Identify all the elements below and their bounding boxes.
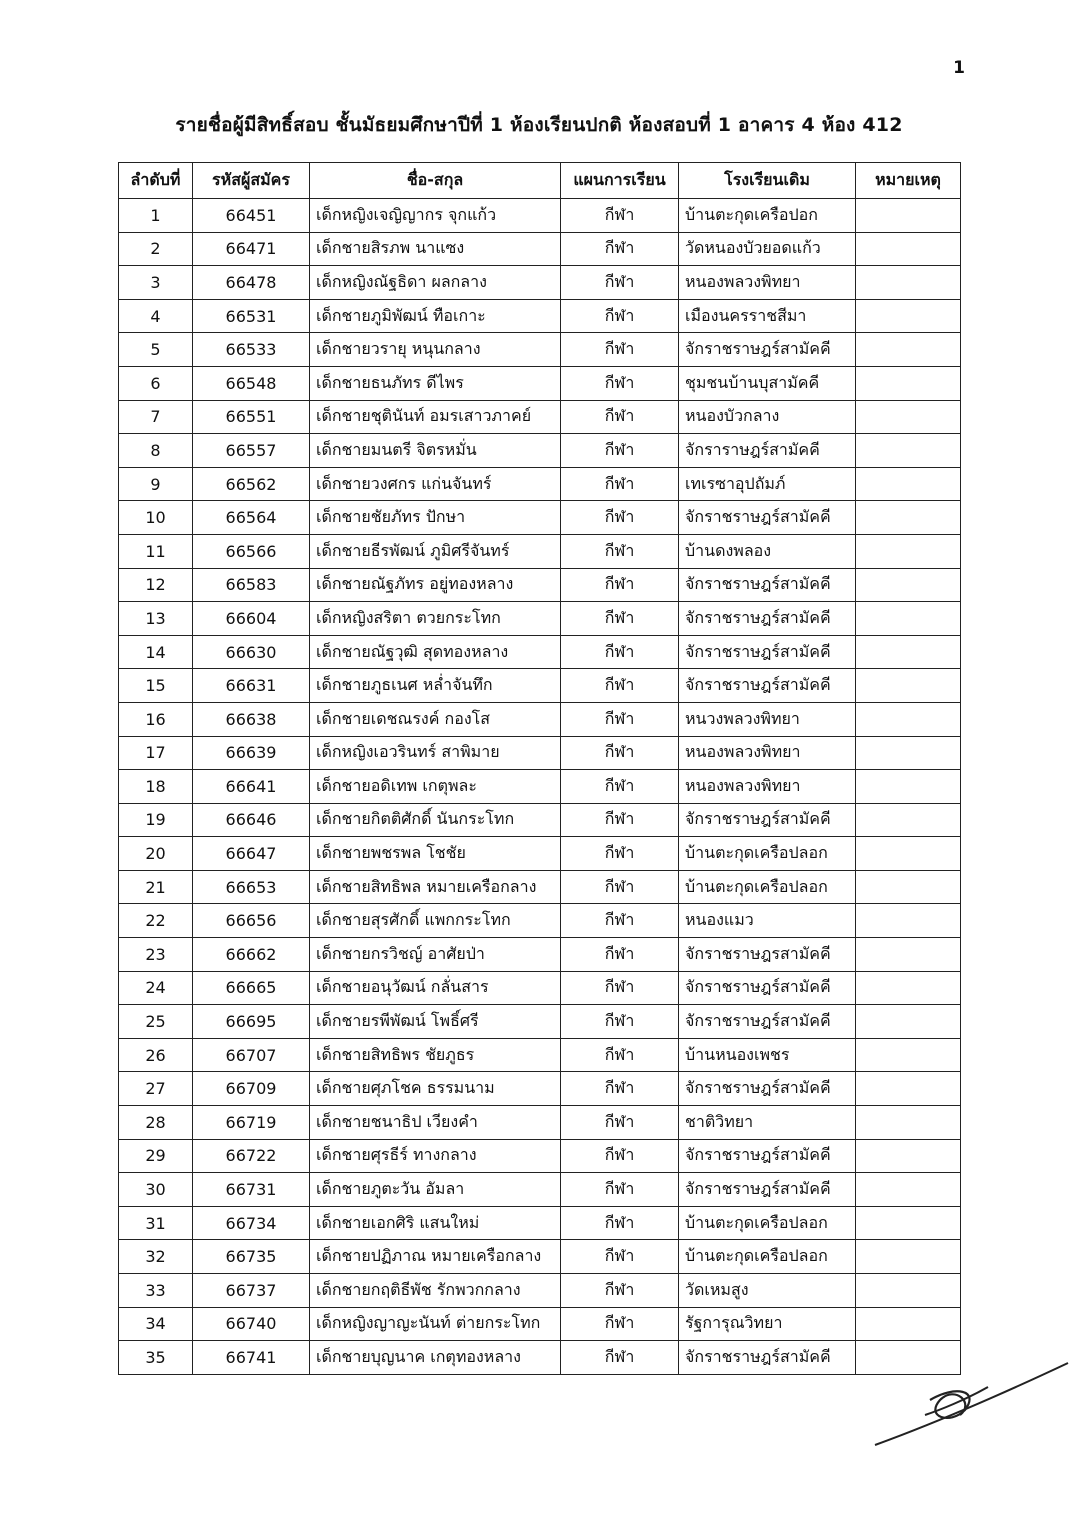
table-row <box>119 1240 961 1274</box>
cell-previous-school: รัฐการุณวิทยา <box>679 1307 856 1341</box>
cell-applicant-id: 66631 <box>193 669 310 703</box>
cell-remarks <box>856 1005 961 1039</box>
cell-previous-school: หนองแมว <box>679 904 856 938</box>
cell-study-plan: กีฬา <box>561 299 679 333</box>
cell-order: 7 <box>119 400 193 434</box>
cell-remarks <box>856 803 961 837</box>
cell-name: เด็กชายธีรพัฒน์ ภูมิศรีจันทร์ <box>310 534 561 568</box>
cell-remarks <box>856 669 961 703</box>
cell-name: เด็กชายเอกศิริ แสนใหม่ <box>310 1206 561 1240</box>
cell-remarks <box>856 602 961 636</box>
cell-remarks <box>856 1173 961 1207</box>
cell-order: 32 <box>119 1240 193 1274</box>
cell-applicant-id: 66583 <box>193 568 310 602</box>
cell-name: เด็กชายอดิเทพ เกตุพละ <box>310 770 561 804</box>
cell-applicant-id: 66564 <box>193 501 310 535</box>
table-row <box>119 434 961 468</box>
cell-order: 19 <box>119 803 193 837</box>
cell-remarks <box>856 1240 961 1274</box>
cell-name: เด็กหญิงเอวรินทร์ สาพิมาย <box>310 736 561 770</box>
cell-applicant-id: 66647 <box>193 837 310 871</box>
cell-order: 26 <box>119 1038 193 1072</box>
cell-previous-school: หนวงพลวงพิทยา <box>679 702 856 736</box>
cell-order: 8 <box>119 434 193 468</box>
cell-applicant-id: 66665 <box>193 971 310 1005</box>
cell-applicant-id: 66471 <box>193 232 310 266</box>
cell-name: เด็กชายอนุวัฒน์ กลั่นสาร <box>310 971 561 1005</box>
cell-order: 28 <box>119 1106 193 1140</box>
cell-applicant-id: 66722 <box>193 1139 310 1173</box>
cell-remarks <box>856 1307 961 1341</box>
cell-remarks <box>856 971 961 1005</box>
cell-name: เด็กชายศุภโชค ธรรมนาม <box>310 1072 561 1106</box>
cell-study-plan: กีฬา <box>561 1240 679 1274</box>
cell-remarks <box>856 467 961 501</box>
table-row <box>119 1106 961 1140</box>
cell-previous-school: จักราชราษฎร์สามัคคี <box>679 1139 856 1173</box>
table-row <box>119 232 961 266</box>
cell-applicant-id: 66604 <box>193 602 310 636</box>
table-row <box>119 534 961 568</box>
cell-order: 27 <box>119 1072 193 1106</box>
cell-study-plan: กีฬา <box>561 232 679 266</box>
cell-name: เด็กชายบุญนาค เกตุทองหลาง <box>310 1341 561 1375</box>
cell-study-plan: กีฬา <box>561 770 679 804</box>
cell-remarks <box>856 199 961 233</box>
cell-order: 1 <box>119 199 193 233</box>
signature-mark <box>870 1355 1070 1455</box>
cell-applicant-id: 66630 <box>193 635 310 669</box>
cell-previous-school: จักราชราษฎร์สามัคคี <box>679 1341 856 1375</box>
cell-name: เด็กชายกรวิชญ์ อาศัยป่า <box>310 938 561 972</box>
cell-name: เด็กชายสิรภพ นาแซง <box>310 232 561 266</box>
cell-name: เด็กชายวงศกร แก่นจันทร์ <box>310 467 561 501</box>
cell-name: เด็กหญิงณัฐธิดา ผลกลาง <box>310 266 561 300</box>
cell-previous-school: ชุมชนบ้านบุสามัคคี <box>679 366 856 400</box>
cell-order: 29 <box>119 1139 193 1173</box>
cell-study-plan: กีฬา <box>561 366 679 400</box>
cell-remarks <box>856 434 961 468</box>
cell-order: 12 <box>119 568 193 602</box>
cell-study-plan: กีฬา <box>561 938 679 972</box>
cell-study-plan: กีฬา <box>561 837 679 871</box>
cell-study-plan: กีฬา <box>561 602 679 636</box>
cell-previous-school: จักราชราษฎร์สามัคคี <box>679 1005 856 1039</box>
cell-name: เด็กหญิงสริตา ตวยกระโทก <box>310 602 561 636</box>
cell-applicant-id: 66557 <box>193 434 310 468</box>
cell-applicant-id: 66646 <box>193 803 310 837</box>
cell-study-plan: กีฬา <box>561 1173 679 1207</box>
cell-order: 20 <box>119 837 193 871</box>
cell-order: 13 <box>119 602 193 636</box>
cell-previous-school: บ้านตะกุดเครือปลอก <box>679 1206 856 1240</box>
column-header-name: ชื่อ-สกุล <box>310 163 561 199</box>
cell-order: 9 <box>119 467 193 501</box>
cell-previous-school: จักราชราษฎร์สามัคคี <box>679 602 856 636</box>
cell-name: เด็กชายกิตติศักดิ์ นันกระโทก <box>310 803 561 837</box>
table-row <box>119 400 961 434</box>
cell-order: 24 <box>119 971 193 1005</box>
cell-name: เด็กชายชนาธิป เวียงคำ <box>310 1106 561 1140</box>
table-row <box>119 568 961 602</box>
cell-study-plan: กีฬา <box>561 1139 679 1173</box>
table-row <box>119 1139 961 1173</box>
cell-remarks <box>856 333 961 367</box>
cell-order: 15 <box>119 669 193 703</box>
cell-previous-school: จักราชราษฎร์สามัคคี <box>679 333 856 367</box>
cell-order: 5 <box>119 333 193 367</box>
column-header-remarks: หมายเหตุ <box>856 163 961 199</box>
cell-remarks <box>856 534 961 568</box>
cell-previous-school: เมืองนครราชสีมา <box>679 299 856 333</box>
cell-remarks <box>856 568 961 602</box>
cell-applicant-id: 66656 <box>193 904 310 938</box>
cell-previous-school: จักราราษฎร์สามัคคี <box>679 434 856 468</box>
cell-study-plan: กีฬา <box>561 400 679 434</box>
cell-remarks <box>856 400 961 434</box>
table-row <box>119 803 961 837</box>
cell-previous-school: เทเรซาอุปถัมภ์ <box>679 467 856 501</box>
cell-applicant-id: 66719 <box>193 1106 310 1140</box>
cell-study-plan: กีฬา <box>561 803 679 837</box>
table-row <box>119 299 961 333</box>
cell-applicant-id: 66531 <box>193 299 310 333</box>
cell-applicant-id: 66562 <box>193 467 310 501</box>
cell-remarks <box>856 501 961 535</box>
cell-order: 4 <box>119 299 193 333</box>
cell-name: เด็กชายชัยภัทร ปักษา <box>310 501 561 535</box>
cell-previous-school: บ้านตะกุดเครือปอก <box>679 199 856 233</box>
cell-order: 25 <box>119 1005 193 1039</box>
table-row <box>119 1341 961 1375</box>
cell-applicant-id: 66478 <box>193 266 310 300</box>
table-row <box>119 635 961 669</box>
cell-study-plan: กีฬา <box>561 635 679 669</box>
cell-remarks <box>856 770 961 804</box>
cell-previous-school: บ้านดงพลอง <box>679 534 856 568</box>
cell-remarks <box>856 232 961 266</box>
cell-study-plan: กีฬา <box>561 736 679 770</box>
cell-applicant-id: 66707 <box>193 1038 310 1072</box>
cell-order: 35 <box>119 1341 193 1375</box>
table-row <box>119 1173 961 1207</box>
cell-study-plan: กีฬา <box>561 971 679 1005</box>
cell-applicant-id: 66551 <box>193 400 310 434</box>
cell-name: เด็กหญิงญาญะนันท์ ต่ายกระโทก <box>310 1307 561 1341</box>
cell-remarks <box>856 366 961 400</box>
cell-study-plan: กีฬา <box>561 568 679 602</box>
table-header-row <box>119 163 961 199</box>
cell-previous-school: จักราชราษฎร์สามัคคี <box>679 1072 856 1106</box>
cell-study-plan: กีฬา <box>561 904 679 938</box>
cell-study-plan: กีฬา <box>561 1005 679 1039</box>
cell-previous-school: จักราชราษฎร์สามัคคี <box>679 568 856 602</box>
cell-name: เด็กชายชุตินันท์ อมรเสาวภาคย์ <box>310 400 561 434</box>
cell-order: 34 <box>119 1307 193 1341</box>
table-body <box>119 199 961 1375</box>
cell-previous-school: จักราชราษฎรสามัคคี <box>679 938 856 972</box>
cell-remarks <box>856 1038 961 1072</box>
exam-roster-table <box>118 162 961 1375</box>
cell-name: เด็กหญิงเจญิญากร จุกแก้ว <box>310 199 561 233</box>
cell-previous-school: บ้านหนองเพชร <box>679 1038 856 1072</box>
cell-study-plan: กีฬา <box>561 1341 679 1375</box>
cell-order: 10 <box>119 501 193 535</box>
cell-name: เด็กชายสิทธิพล หมายเครือกลาง <box>310 870 561 904</box>
table-row <box>119 837 961 871</box>
cell-study-plan: กีฬา <box>561 501 679 535</box>
page-number: 1 <box>953 58 965 78</box>
cell-remarks <box>856 1206 961 1240</box>
cell-previous-school: จักราชราษฎร์สามัคคี <box>679 971 856 1005</box>
cell-name: เด็กชายภูมิพัฒน์ ทือเกาะ <box>310 299 561 333</box>
cell-previous-school: บ้านตะกุดเครือปลอก <box>679 1240 856 1274</box>
table-row <box>119 602 961 636</box>
cell-name: เด็กชายณัฐภัทร อยู่ทองหลาง <box>310 568 561 602</box>
cell-remarks <box>856 702 961 736</box>
cell-applicant-id: 66741 <box>193 1341 310 1375</box>
cell-order: 17 <box>119 736 193 770</box>
cell-name: เด็กชายสุรศักดิ์ แพกกระโทก <box>310 904 561 938</box>
cell-order: 2 <box>119 232 193 266</box>
table-row <box>119 366 961 400</box>
cell-remarks <box>856 938 961 972</box>
cell-order: 30 <box>119 1173 193 1207</box>
cell-remarks <box>856 1139 961 1173</box>
table-row <box>119 1307 961 1341</box>
cell-name: เด็กชายสิทธิพร ชัยภูธร <box>310 1038 561 1072</box>
cell-name: เด็กชายภูธเนศ หล่ำจันทึก <box>310 669 561 703</box>
table-row <box>119 199 961 233</box>
cell-applicant-id: 66740 <box>193 1307 310 1341</box>
cell-name: เด็กชายภูตะวัน อัมลา <box>310 1173 561 1207</box>
cell-previous-school: วัดเหมสูง <box>679 1274 856 1308</box>
cell-remarks <box>856 736 961 770</box>
cell-previous-school: จักราชราษฎร์สามัคคี <box>679 669 856 703</box>
cell-name: เด็กชายรพีพัฒน์ โพธิ์ศรี <box>310 1005 561 1039</box>
cell-previous-school: หนองพลวงพิทยา <box>679 770 856 804</box>
cell-remarks <box>856 635 961 669</box>
table-row <box>119 669 961 703</box>
cell-previous-school: หนองพลวงพิทยา <box>679 736 856 770</box>
cell-remarks <box>856 904 961 938</box>
column-header-order: ลำดับที่ <box>119 163 193 199</box>
cell-applicant-id: 66641 <box>193 770 310 804</box>
table-row <box>119 1072 961 1106</box>
table-row <box>119 1274 961 1308</box>
cell-remarks <box>856 1106 961 1140</box>
cell-remarks <box>856 1072 961 1106</box>
cell-study-plan: กีฬา <box>561 1274 679 1308</box>
cell-name: เด็กชายกฤติธีพัช รักพวกกลาง <box>310 1274 561 1308</box>
cell-applicant-id: 66695 <box>193 1005 310 1039</box>
cell-applicant-id: 66662 <box>193 938 310 972</box>
cell-remarks <box>856 266 961 300</box>
cell-study-plan: กีฬา <box>561 669 679 703</box>
table-row <box>119 501 961 535</box>
cell-name: เด็กชายศุรธีร์ ทางกลาง <box>310 1139 561 1173</box>
cell-applicant-id: 66533 <box>193 333 310 367</box>
cell-order: 33 <box>119 1274 193 1308</box>
cell-order: 21 <box>119 870 193 904</box>
cell-applicant-id: 66566 <box>193 534 310 568</box>
cell-order: 22 <box>119 904 193 938</box>
cell-previous-school: หนองพลวงพิทยา <box>679 266 856 300</box>
cell-applicant-id: 66731 <box>193 1173 310 1207</box>
cell-applicant-id: 66451 <box>193 199 310 233</box>
table-row <box>119 736 961 770</box>
table-row <box>119 870 961 904</box>
cell-study-plan: กีฬา <box>561 1072 679 1106</box>
cell-applicant-id: 66638 <box>193 702 310 736</box>
cell-applicant-id: 66734 <box>193 1206 310 1240</box>
cell-order: 14 <box>119 635 193 669</box>
cell-name: เด็กชายพชรพล โชชัย <box>310 837 561 871</box>
cell-previous-school: จักราชราษฎร์สามัคคี <box>679 1173 856 1207</box>
cell-study-plan: กีฬา <box>561 333 679 367</box>
cell-applicant-id: 66548 <box>193 366 310 400</box>
column-header-applicant-id: รหัสผู้สมัคร <box>193 163 310 199</box>
cell-study-plan: กีฬา <box>561 1206 679 1240</box>
cell-remarks <box>856 1274 961 1308</box>
cell-order: 31 <box>119 1206 193 1240</box>
table-row <box>119 904 961 938</box>
table-row <box>119 1206 961 1240</box>
cell-applicant-id: 66735 <box>193 1240 310 1274</box>
cell-name: เด็กชายธนภัทร ดีไพร <box>310 366 561 400</box>
cell-previous-school: หนองบัวกลาง <box>679 400 856 434</box>
table-row <box>119 938 961 972</box>
cell-remarks <box>856 870 961 904</box>
cell-previous-school: จักราชราษฎร์สามัคคี <box>679 635 856 669</box>
cell-remarks <box>856 299 961 333</box>
cell-study-plan: กีฬา <box>561 199 679 233</box>
cell-order: 6 <box>119 366 193 400</box>
page-title: รายชื่อผู้มีสิทธิ์สอบ ชั้นมัธยมศึกษาปีที่ 1 ห้องเรียนปกติ ห้องสอบที่ 1 อาคาร 4 ห้อง 412 <box>175 114 903 136</box>
cell-study-plan: กีฬา <box>561 534 679 568</box>
column-header-previous-school: โรงเรียนเดิม <box>679 163 856 199</box>
cell-previous-school: บ้านตะกุดเครือปลอก <box>679 870 856 904</box>
cell-previous-school: ชาติวิทยา <box>679 1106 856 1140</box>
cell-study-plan: กีฬา <box>561 1038 679 1072</box>
table-row <box>119 1005 961 1039</box>
table-row <box>119 333 961 367</box>
cell-applicant-id: 66737 <box>193 1274 310 1308</box>
cell-remarks <box>856 837 961 871</box>
table-row <box>119 467 961 501</box>
cell-study-plan: กีฬา <box>561 702 679 736</box>
cell-study-plan: กีฬา <box>561 266 679 300</box>
cell-previous-school: จักราชราษฎร์สามัคคี <box>679 501 856 535</box>
column-header-study-plan: แผนการเรียน <box>561 163 679 199</box>
cell-order: 18 <box>119 770 193 804</box>
cell-name: เด็กชายณัฐวุฒิ สุดทองหลาง <box>310 635 561 669</box>
cell-study-plan: กีฬา <box>561 1106 679 1140</box>
cell-applicant-id: 66639 <box>193 736 310 770</box>
cell-study-plan: กีฬา <box>561 870 679 904</box>
cell-study-plan: กีฬา <box>561 467 679 501</box>
cell-name: เด็กชายมนตรี จิตรหมั่น <box>310 434 561 468</box>
cell-order: 3 <box>119 266 193 300</box>
table-row <box>119 971 961 1005</box>
cell-previous-school: บ้านตะกุดเครือปลอก <box>679 837 856 871</box>
cell-applicant-id: 66709 <box>193 1072 310 1106</box>
cell-previous-school: วัดหนองบัวยอดแก้ว <box>679 232 856 266</box>
cell-order: 11 <box>119 534 193 568</box>
cell-study-plan: กีฬา <box>561 434 679 468</box>
cell-study-plan: กีฬา <box>561 1307 679 1341</box>
cell-order: 16 <box>119 702 193 736</box>
table-row <box>119 266 961 300</box>
cell-name: เด็กชายเดชณรงค์ กองโส <box>310 702 561 736</box>
cell-order: 23 <box>119 938 193 972</box>
table-row <box>119 770 961 804</box>
table-row <box>119 1038 961 1072</box>
table-row <box>119 702 961 736</box>
cell-name: เด็กชายวรายุ หนุนกลาง <box>310 333 561 367</box>
cell-previous-school: จักราชราษฎร์สามัคคี <box>679 803 856 837</box>
cell-applicant-id: 66653 <box>193 870 310 904</box>
cell-name: เด็กชายปฏิภาณ หมายเครือกลาง <box>310 1240 561 1274</box>
